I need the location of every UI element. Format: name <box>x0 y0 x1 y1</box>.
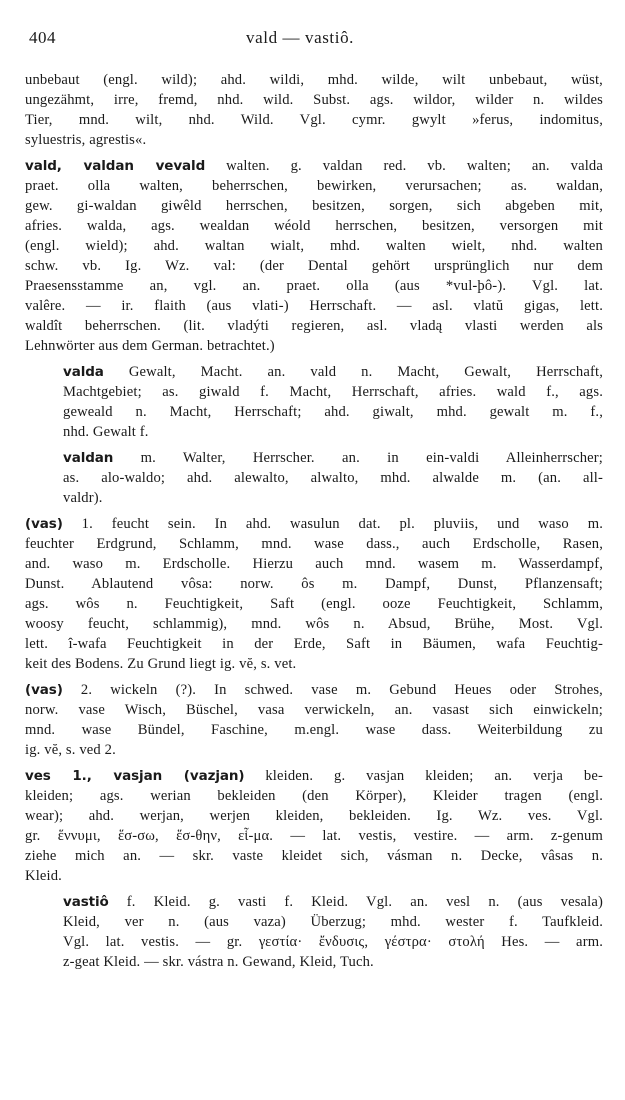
entry-line <box>25 614 603 634</box>
entry-text: ags. wôs n. Feuchtigkeit, Saft (engl. ooze Feuchtigkeit, Schlamm, <box>25 596 603 612</box>
entry-line <box>25 514 603 534</box>
entry-line <box>25 680 603 700</box>
entry-line <box>63 448 603 468</box>
entry-text: ig. vĕ, s. ved 2. <box>25 742 116 758</box>
entry-line <box>63 362 603 382</box>
entry-line <box>25 216 603 236</box>
entry-line <box>25 110 603 130</box>
dictionary-entry <box>25 766 603 886</box>
headword: (vas) <box>25 682 63 698</box>
dictionary-body <box>25 70 603 972</box>
entry-line <box>63 382 603 402</box>
headword: valdan <box>63 450 114 466</box>
page-header <box>0 28 625 52</box>
entry-line <box>25 700 603 720</box>
entry-line <box>25 634 603 654</box>
entry-text: geweald n. Macht, Herrschaft; ahd. giwalt, mhd. gewalt m. f., <box>63 404 603 420</box>
dictionary-entry <box>25 156 603 356</box>
dictionary-entry <box>25 70 603 150</box>
headword: ves 1., vasjan (vazjan) <box>25 768 245 784</box>
entry-text: norw. vase Wisch, Büschel, vasa verwickeln, an. vasast sich einwickeln; <box>25 702 603 718</box>
entry-text: Praesensstamme an, vgl. an. praet. olla (aus *vul-þô-). Vgl. lat. <box>25 278 603 294</box>
entry-text: keit des Bodens. Zu Grund liegt ig. vĕ, s. vet. <box>25 656 297 672</box>
entry-line <box>25 276 603 296</box>
entry-text: ungezähmt, irre, fremd, nhd. wild. Subst. ags. wildor, wilder n. wildes <box>25 92 603 108</box>
entry-text: afries. walda, ags. wealdan wéold herrschen, besitzen, versorgen mit <box>25 218 603 234</box>
entry-line <box>25 70 603 90</box>
entry-line <box>25 554 603 574</box>
entry-line <box>25 766 603 786</box>
entry-text: Lehnwörter aus dem German. betrachtet.) <box>25 338 275 354</box>
entry-line <box>25 786 603 806</box>
entry-text: syluestris, agrestis«. <box>25 132 147 148</box>
entry-text: woosy feucht, schlammig), mnd. wôs n. Absud, Brühe, Most. Vgl. <box>25 616 603 632</box>
entry-line <box>25 336 603 356</box>
entry-text: ziehe mich an. — skr. vaste kleidet sich, vásman n. Decke, vâsas n. <box>25 848 603 864</box>
entry-text: kleiden; ags. werian bekleiden (den Körper), Kleider tragen (engl. <box>25 788 603 804</box>
entry-text: walten. g. valdan red. vb. walten; an. valda <box>226 158 603 174</box>
entry-text: gr. ἕννυμι, ἕσ-σω, ἕσ-θην, εἷ-μα. — lat. vestis, vestire. — arm. z-genum <box>25 828 603 844</box>
entry-line <box>25 846 603 866</box>
entry-text: as. alo-waldo; ahd. alewalto, alwalto, mhd. alwalde m. (an. all- <box>63 470 603 486</box>
entry-text: and. waso m. Erdscholle. Hierzu auch mnd. wasem m. Wasserdampf, <box>25 556 603 572</box>
entry-line <box>25 176 603 196</box>
entry-text: schw. vb. Ig. Wz. val: (der Dental gehört ursprünglich nur dem <box>25 258 603 274</box>
entry-line <box>25 236 603 256</box>
entry-line <box>25 826 603 846</box>
entry-text: lett. î-wafa Feuchtigkeit in der Erde, Saft in Bäumen, wafa Feuchtig- <box>25 636 603 652</box>
sub-entry <box>25 362 603 442</box>
entry-line <box>25 740 603 760</box>
entry-text: kleiden. g. vasjan kleiden; an. verja be- <box>265 768 603 784</box>
entry-text: m. Walter, Herrscher. an. in ein-valdi Alleinherrscher; <box>140 450 603 466</box>
sub-entry <box>25 448 603 508</box>
entry-line <box>25 256 603 276</box>
entry-text: wear); ahd. werjan, werjen kleiden, bekleiden. Ig. Wz. ves. Vgl. <box>25 808 603 824</box>
dictionary-entry <box>25 514 603 674</box>
entry-line <box>63 952 603 972</box>
entry-text: mnd. wase Bündel, Faschine, m.engl. wase dass. Weiterbildung zu <box>25 722 603 738</box>
entry-line <box>63 422 603 442</box>
entry-text: Kleid. <box>25 868 62 884</box>
entry-line <box>63 912 603 932</box>
entry-line <box>63 932 603 952</box>
entry-text: Vgl. lat. vestis. — gr. γεστία· ἔνδυσις, γέστρα· στολή Hes. — arm. <box>63 934 603 950</box>
dictionary-entry <box>25 680 603 760</box>
running-head: vald — vastiô. <box>246 28 355 47</box>
sub-entry <box>25 892 603 972</box>
entry-line <box>25 296 603 316</box>
headword: vastiô <box>63 894 109 910</box>
entry-text: waldît beherrschen. (lit. vladýti regieren, asl. vladą vlasti werden als <box>25 318 603 334</box>
entry-line <box>25 866 603 886</box>
entry-line <box>63 892 603 912</box>
entry-text: (engl. wield); ahd. waltan wialt, mhd. walten wielt, nhd. walten <box>25 238 603 254</box>
entry-line <box>25 720 603 740</box>
entry-text: Dunst. Ablautend vôsa: norw. ôs m. Dampf, Dunst, Pflanzensaft; <box>25 576 603 592</box>
entry-line <box>25 654 603 674</box>
entry-line <box>25 574 603 594</box>
entry-text: Machtgebiet; as. giwald f. Macht, Herrschaft, afries. wald f., ags. <box>63 384 603 400</box>
entry-line <box>25 806 603 826</box>
headword: vald, valdan vevald <box>25 158 206 174</box>
entry-text: Kleid, ver n. (aus vaza) Überzug; mhd. wester f. Taufkleid. <box>63 914 603 930</box>
entry-text: Tier, mnd. wilt, nhd. Wild. Vgl. cymr. gwylt »ferus, indomitus, <box>25 112 603 128</box>
entry-line <box>63 488 603 508</box>
entry-line <box>25 594 603 614</box>
entry-text: 2. wickeln (?). In schwed. vase m. Gebund Heues oder Strohes, <box>80 682 603 698</box>
entry-text: valdr). <box>63 490 103 506</box>
entry-line <box>25 130 603 150</box>
entry-text: 1. feucht sein. In ahd. wasulun dat. pl. pluviis, und waso m. <box>81 516 603 532</box>
headword: valda <box>63 364 104 380</box>
entry-text: valêre. — ir. flaith (aus vlati-) Herrschaft. — asl. vlatŭ gigas, lett. <box>25 298 603 314</box>
entry-text: Gewalt, Macht. an. vald n. Macht, Gewalt, Herrschaft, <box>128 364 603 380</box>
headword: (vas) <box>25 516 63 532</box>
page-number: 404 <box>29 28 56 47</box>
entry-line <box>25 534 603 554</box>
entry-text: nhd. Gewalt f. <box>63 424 149 440</box>
entry-line <box>25 316 603 336</box>
entry-line <box>63 468 603 488</box>
entry-text: f. Kleid. g. vasti f. Kleid. Vgl. an. vesl n. (aus vesala) <box>126 894 603 910</box>
entry-line <box>25 90 603 110</box>
entry-line <box>25 156 603 176</box>
entry-line <box>25 196 603 216</box>
entry-text: gew. gi-waldan giwêld herrschen, besitzen, sorgen, sich abgeben mit, <box>25 198 603 214</box>
entry-text: feuchter Erdgrund, Schlamm, mnd. wase dass., auch Erdscholle, Rasen, <box>25 536 603 552</box>
entry-line <box>63 402 603 422</box>
entry-text: z-geat Kleid. — skr. vástra n. Gewand, Kleid, Tuch. <box>63 954 374 970</box>
entry-text: praet. olla walten, beherrschen, bewirken, verursachen; as. waldan, <box>25 178 603 194</box>
entry-text: unbebaut (engl. wild); ahd. wildi, mhd. wilde, wilt unbebaut, wüst, <box>25 72 603 88</box>
